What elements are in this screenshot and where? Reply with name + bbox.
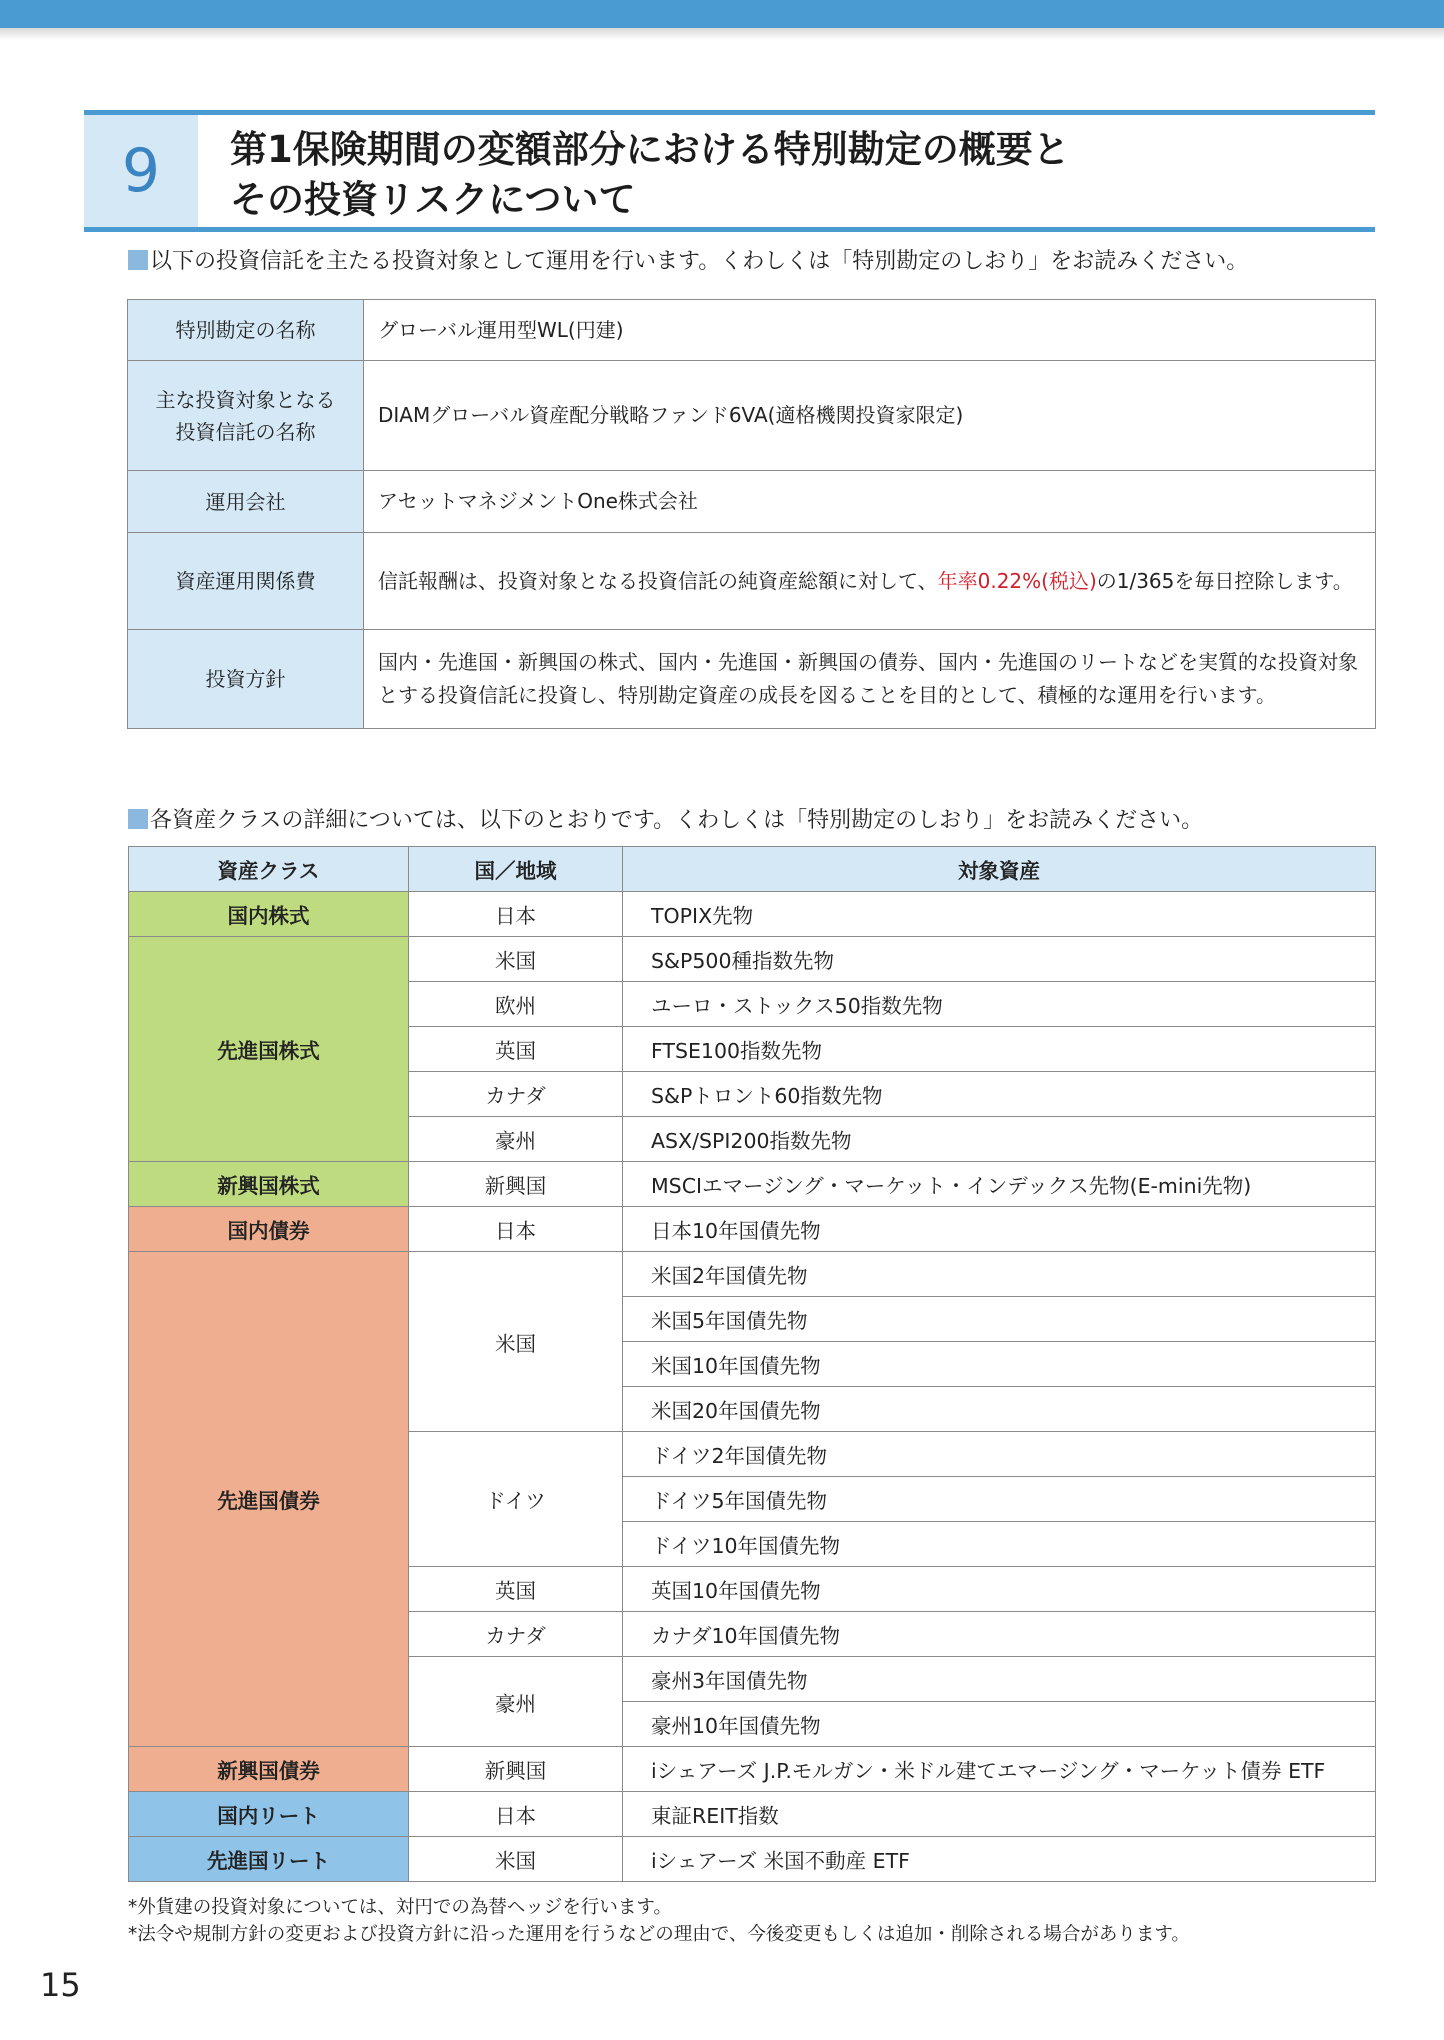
row-label: 特別勘定の名称 (128, 300, 364, 361)
table-row (128, 630, 1376, 729)
target-asset-cell: iシェアーズ 米国不動産 ETF (623, 1837, 1376, 1882)
asset-class-cell: 新興国債券 (129, 1747, 409, 1792)
fee-text-after: の1/365を毎日控除します。 (1096, 568, 1353, 593)
row-value (364, 533, 1376, 630)
target-asset-cell: 米国2年国債先物 (623, 1252, 1376, 1297)
table-row (129, 892, 1376, 937)
section-title-line1: 第1保険期間の変額部分における特別勘定の概要と (230, 128, 1070, 171)
row-value: 国内・先進国・新興国の株式、国内・先進国・新興国の債券、国内・先進国のリートなどを実質的な投資対象とする投資信託に投資し、特別勘定資産の成長を図ることを目的として、積極的な運用を行います。 (364, 630, 1376, 729)
table-row (129, 1792, 1376, 1837)
target-asset-cell: ドイツ2年国債先物 (623, 1432, 1376, 1477)
asset-class-table (128, 846, 1376, 1882)
asset-class-cell: 国内株式 (129, 892, 409, 937)
target-asset-cell: FTSE100指数先物 (623, 1027, 1376, 1072)
table-row (129, 1207, 1376, 1252)
asset-note (128, 806, 1203, 836)
row-label-line2: 投資信託の名称 (175, 419, 316, 444)
target-asset-cell: S&Pトロント60指数先物 (623, 1072, 1376, 1117)
region-cell: 米国 (409, 1252, 623, 1432)
top-band (0, 0, 1444, 28)
target-asset-cell: iシェアーズ J.P.モルガン・米ドル建てエマージング・マーケット債券 ETF (623, 1747, 1376, 1792)
section-title-line2: その投資リスクについて (230, 178, 636, 221)
asset-class-cell: 新興国株式 (129, 1162, 409, 1207)
square-bullet-icon (128, 250, 148, 270)
region-cell: 日本 (409, 1792, 623, 1837)
asset-class-cell: 先進国リート (129, 1837, 409, 1882)
region-cell: 豪州 (409, 1117, 623, 1162)
region-cell: カナダ (409, 1612, 623, 1657)
header-asset-class: 資産クラス (129, 847, 409, 892)
row-value: DIAMグローバル資産配分戦略ファンド6VA(適格機関投資家限定) (364, 361, 1376, 471)
table-row (128, 471, 1376, 533)
row-label (128, 361, 364, 471)
target-asset-cell: 英国10年国債先物 (623, 1567, 1376, 1612)
row-label: 投資方針 (128, 630, 364, 729)
row-label: 資産運用関係費 (128, 533, 364, 630)
footnote: *法令や規制方針の変更および投資方針に沿った運用を行うなどの理由で、今後変更もしくは追加・削除される場合があります。 (128, 1924, 1190, 1945)
region-cell: 新興国 (409, 1747, 623, 1792)
region-cell: 英国 (409, 1567, 623, 1612)
intro-note-text: 以下の投資信託を主たる投資対象として運用を行います。くわしくは「特別勘定のしおり」をお読みください。 (150, 249, 1249, 274)
asset-class-cell: 国内債券 (129, 1207, 409, 1252)
target-asset-cell: ユーロ・ストックス50指数先物 (623, 982, 1376, 1027)
table-row (128, 300, 1376, 361)
target-asset-cell: S&P500種指数先物 (623, 937, 1376, 982)
table-row (128, 361, 1376, 471)
table-row (129, 1837, 1376, 1882)
region-cell: 豪州 (409, 1657, 623, 1747)
square-bullet-icon (128, 809, 148, 829)
target-asset-cell: 日本10年国債先物 (623, 1207, 1376, 1252)
fund-overview-table (127, 299, 1376, 729)
target-asset-cell: 米国5年国債先物 (623, 1297, 1376, 1342)
region-cell: カナダ (409, 1072, 623, 1117)
region-cell: 欧州 (409, 982, 623, 1027)
target-asset-cell: ドイツ5年国債先物 (623, 1477, 1376, 1522)
row-value: アセットマネジメントOne株式会社 (364, 471, 1376, 533)
header-target-asset: 対象資産 (623, 847, 1376, 892)
target-asset-cell: 豪州10年国債先物 (623, 1702, 1376, 1747)
asset-note-text: 各資産クラスの詳細については、以下のとおりです。くわしくは「特別勘定のしおり」をお読みください。 (150, 808, 1204, 833)
region-cell: 米国 (409, 937, 623, 982)
section-number: 9 (84, 115, 198, 227)
table-row (129, 937, 1376, 982)
table-row (129, 1747, 1376, 1792)
target-asset-cell: 豪州3年国債先物 (623, 1657, 1376, 1702)
asset-class-cell: 先進国株式 (129, 937, 409, 1162)
target-asset-cell: ASX/SPI200指数先物 (623, 1117, 1376, 1162)
intro-note (128, 247, 1248, 277)
top-band-shadow (0, 28, 1444, 40)
fee-rate-highlight: 年率0.22%(税込) (937, 568, 1097, 593)
footnote: *外貨建の投資対象については、対円での為替ヘッジを行います。 (128, 1897, 672, 1918)
fee-text-before: 信託報酬は、投資対象となる投資信託の純資産総額に対して、 (378, 568, 938, 593)
region-cell: 新興国 (409, 1162, 623, 1207)
target-asset-cell: ドイツ10年国債先物 (623, 1522, 1376, 1567)
target-asset-cell: 米国20年国債先物 (623, 1387, 1376, 1432)
target-asset-cell: TOPIX先物 (623, 892, 1376, 937)
row-label-line1: 主な投資対象となる (155, 387, 336, 412)
target-asset-cell: 米国10年国債先物 (623, 1342, 1376, 1387)
row-value: グローバル運用型WL(円建) (364, 300, 1376, 361)
table-row (128, 533, 1376, 630)
table-row (129, 1162, 1376, 1207)
target-asset-cell: 東証REIT指数 (623, 1792, 1376, 1837)
region-cell: 英国 (409, 1027, 623, 1072)
region-cell: ドイツ (409, 1432, 623, 1567)
region-cell: 日本 (409, 892, 623, 937)
region-cell: 米国 (409, 1837, 623, 1882)
header-region: 国／地域 (409, 847, 623, 892)
target-asset-cell: MSCIエマージング・マーケット・インデックス先物(E-mini先物) (623, 1162, 1376, 1207)
table-row (129, 1252, 1376, 1297)
row-label: 運用会社 (128, 471, 364, 533)
asset-class-cell: 国内リート (129, 1792, 409, 1837)
page-number: 15 (40, 1966, 81, 2004)
section-title (230, 125, 1360, 225)
table-header-row (129, 847, 1376, 892)
region-cell: 日本 (409, 1207, 623, 1252)
section-header (84, 110, 1375, 232)
asset-class-cell: 先進国債券 (129, 1252, 409, 1747)
target-asset-cell: カナダ10年国債先物 (623, 1612, 1376, 1657)
